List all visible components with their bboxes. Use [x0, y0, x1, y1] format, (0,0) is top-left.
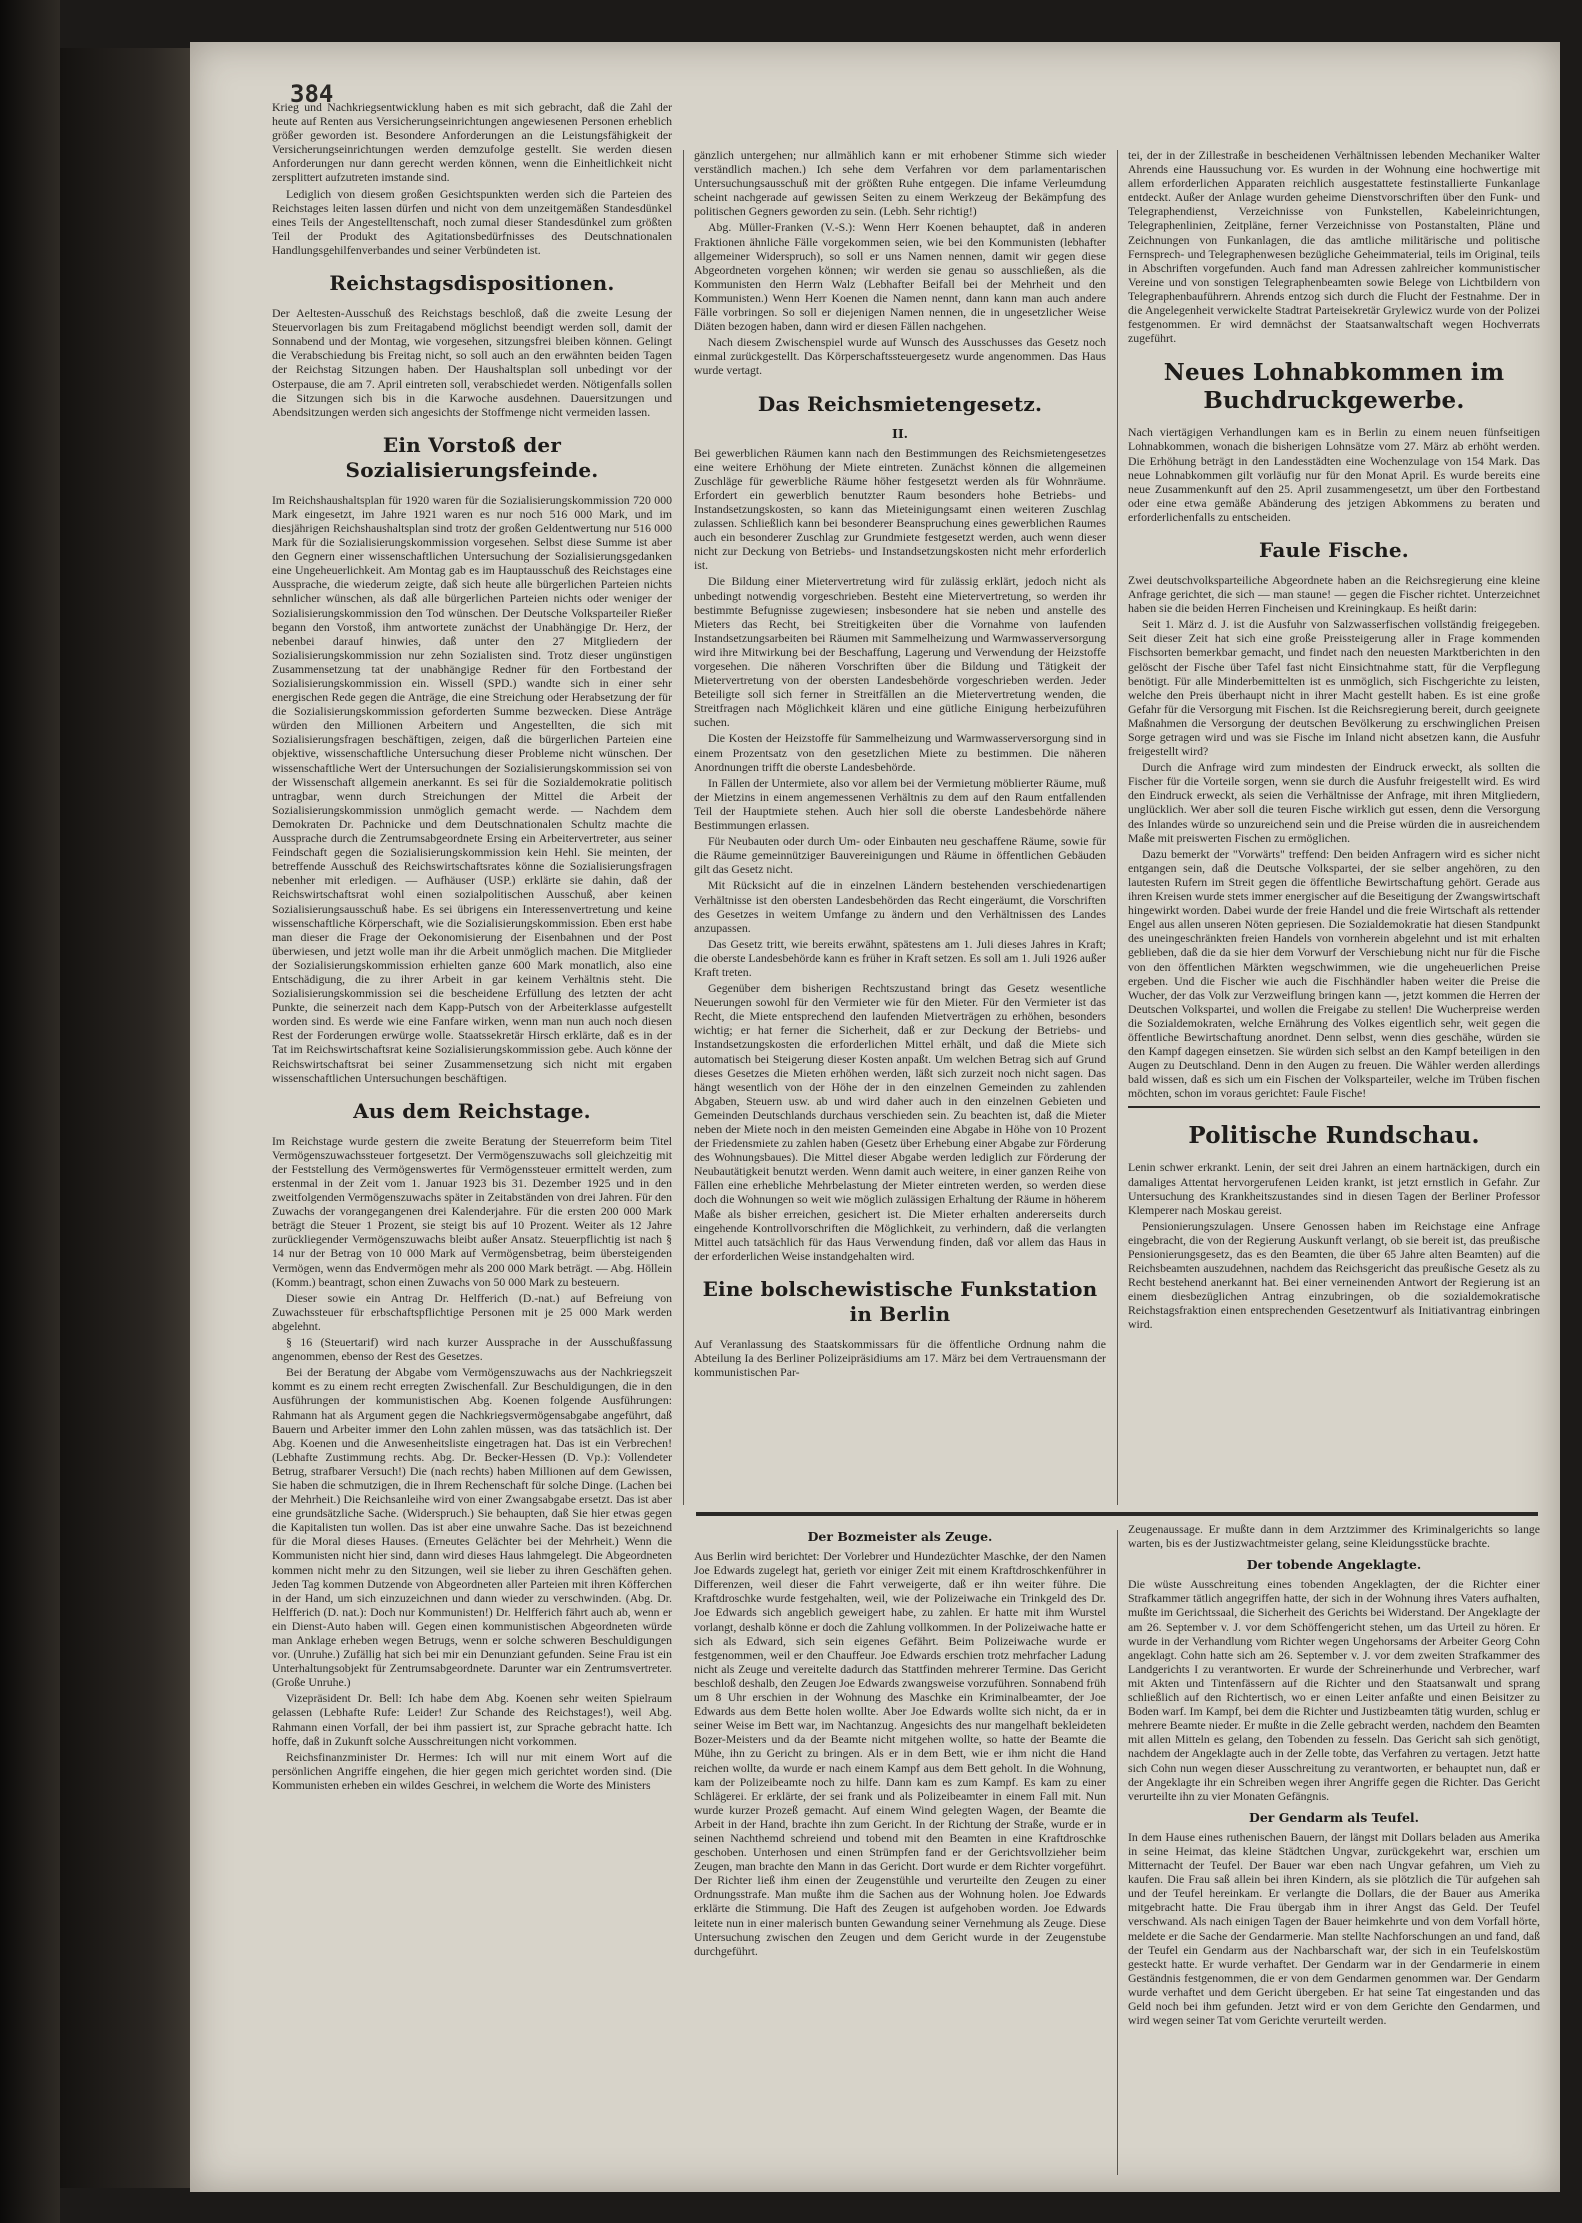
- headline-funkstation-berlin: Eine bolschewistische Funkstation in Berlin: [702, 1276, 1098, 1326]
- headline-sozialisierungsfeinde: Ein Vorstoß der Sozialisierungsfeinde.: [345, 432, 599, 482]
- paragraph: Lenin schwer erkrankt. Lenin, der seit drei Jahren an einem hartnäckigen, durch ein damaliges Attentat hervorgerufenen Leiden krankt, ist jetzt ernstlich in Gefahr. Zur Untersuchung des Krankheitszustandes sind in diesen Tagen der Berliner Professor Klemperer nach Moskau gereist.: [1128, 1160, 1540, 1217]
- column-1: [272, 100, 672, 2170]
- headline-tobende-angeklagte: Der tobende Angeklagte.: [1246, 1557, 1422, 1573]
- paragraph: Im Reichshaushaltsplan für 1920 waren für die Sozialisierungskommission 720 000 Mark eingesetzt, im Jahre 1921 waren es nur noch 516 000 Mark, und im diesjährigen Reichshaushaltsplan sind trotz der großen Geldentwertung nur 516 000 Mark für die Sozialisierungskommission vorgesehen. Selbst diese Summe ist aber den Gegnern einer wissenschaftlichen Untersuchung der Sozialisierungsgedanken eine Ungeheuerlichkeit. Am Montag gab es im Hauptausschuß des Reichstages eine Aussprache, die wiederum zeigte, daß sich heute alle bürgerlichen Parteien nichts sehnlicher wünschen, als daß alle bürgerlichen Parteien nichts oder weniger der Sozialisierungskommission den Tod wünschen. Der Deutsche Volksparteiler Rießer begann den Vorstoß, ihm antwortete zunächst der Unabhängige Dr. Herz, der nebenbei darauf hinwies, daß unter den 27 Mitgliedern der Sozialisierungskommission nur zehn Sozialisten sind. Trotz dieser ungünstigen Zusammensetzung tat der unabhängige Redner für den Fortbestand der Sozialisierungskommission ein. Wissell (SPD.) wandte sich in einer sehr energischen Rede gegen die Anträge, die eine Streichung oder Herabsetzung der für die Sozialisierungskommission geforderten Summe bezwecken. Diese Anträge würden den Millionen Arbeitern und Angestellten, die sich mit Sozialisierungsfragen beschäftigen, zeigen, daß die bürgerlichen Parteien eine objektive, wissenschaftliche Untersuchung dieser Probleme nicht wünschen. Der wissenschaftliche Wert der Untersuchungen der Sozialisierungskommission sei von der Wissenschaft allgemein anerkannt. Es sei für die Sozialdemokratie politisch untragbar, wenn durch Streichungen der Mittel die Arbeit der Sozialisierungskommission unmöglich gemacht werde. — Nachdem dem Demokraten Dr. Pachnicke und dem Deutschnationalen Schultz machte die Aussprache durch die Zentrumsabgeordnete Ersing ein Arbeitervertreter, aus seiner Feindschaft gegen die Sozialisierungskommission kein Hehl. Sie meinten, der betreffende Ausschuß des Reichswirtschaftsrates könne die Sozialisierungsfragen nebenher mit erledigen. — Aufhäuser (USP.) erklärte sie dahin, daß der Reichswirtschaftsrat wohl einen sozialpolitischen Ausschuß, aber keinen Sozialisierungsausschuß habe. Es sei übrigens ein Interessenvertretung und keine wissenschaftliche Körperschaft, wie die Sozialisierungskommission. Eben erst habe man dieser die Frage der Oekonomisierung der Eisenbahnen und der Post überwiesen, und jetzt wolle man ihr die Arbeit unmöglich machen. Die Mitglieder der Sozialisierungskommission erhielten ganze 600 Mark monatlich, also eine Entschädigung, die zu ihrer Arbeit in gar keinem Verhältnis steht. Die Sozialisierungskommission sei die bescheidene Erfüllung des letzten der acht Punkte, die seinerzeit nach dem Kapp-Putsch von der Arbeiterklasse aufgestellt worden sind. Es werde wie eine Fanfare wirken, wenn man nun auch noch diesen Rest der Forderungen erwürge wolle. Staatssekretär Hirsch erklärte, daß es in der Tat im Reichswirtschaftsrat keine Sozialisierungskommission gebe. Auch könne der Reichswirtschaftsrat bei seiner Zusammensetzung sich nicht mit ergaben wissenschaftlichen Untersuchungen beschäftigen.: [272, 492, 672, 1085]
- paragraph: Vizepräsident Dr. Bell: Ich habe dem Abg. Koenen sehr weiten Spielraum gelassen (Lebhafte Rufe: Leider! Zur Schande des Reichstages!), weil Abg. Rahmann einen Vorfall, der bei ihm passiert ist, zur Sprache gebracht hatte. Ich hoffe, daß in Zukunft solche Ausschreitungen nicht vorkommen.: [272, 1691, 672, 1748]
- paragraph: Nach viertägigen Verhandlungen kam es in Berlin zu einem neuen fünfseitigen Lohnabkommen, wonach die bisherigen Lohnsätze vom 27. März ab erhöht werden. Die Erhöhung beträgt in den Landesstädten eine Wochenzulage von 154 Mark. Das neue Lohnabkommen gilt vorläufig nur für den Monat April. Es wurde bereits eine neue Zusammenkunft auf den 25. April zusammengesetzt, um über den Fortbestand oder eine etwa gemäße Abänderung des jetzigen Abkommens zu beraten und erforderlichenfalls zu entscheiden.: [1128, 425, 1540, 524]
- paragraph: Aus Berlin wird berichtet: Der Vorlebrer und Hundezüchter Maschke, der den Namen Joe Edwards zugelegt hat, gerieth vor einiger Zeit mit einem Kraftdroschkenführer in Differenzen, weil dieser die Fahrt verweigerte, daß er ihn weiter führe. Die Kraftdroschke wurde festgehalten, weil, wie der Polizeiwache ein Trinkgeld des Dr. Joe Edwards sich angeblich geweigert habe, zu zahlen. Er hatte mit ihm Wurstel vorlangt, deshalb könne er doch die Zahlung vollkommen. In der Polizeiwache hatte er sich als Edward, sich sein eigenes Gefährt. Beim Polizeiwache wurde er festgenommen, weil er den Chauffeur. Joe Edwards erschien trotz mehrfacher Ladung nicht als Zeuge und vereitelte dadurch das Stattfinden mehrerer Termine. Das Gericht beschloß deshalb, den Zeugen Joe Edwards zwangsweise vorzuführen. Sonnabend früh um 8 Uhr erschien in der Wohnung des Maschke ein Kriminalbeamter, der Joe Edwards aus dem Bette holen wollte. Aber Joe Edwards wollte sich nicht, da er in seiner Weise im Bett war, im Nachtanzug. Angesichts des nur mangelhaft bekleideten Bozer-Meisters und da der Beamte nicht mitgehen wollte, so hatte der Beamte die Mühe, ihn zu Gericht zu bringen. Als er in dem Bett, wie er ihm nicht die Hand reichen wollte, da wurde er nach einem Kampf aus dem Bett geholt. In die Wohnung, kam der Polizeibeamte noch zu hilfe. Dann kam es zum Kampf. Es kam zu einer Schlägerei. Er erklärte, der sei frank und als Polizeibeamter in einem Fall mit. Nun wurde kurzer Prozeß gemacht. Auf einem Wind gelegten Wagen, der Beamte die Arbeit in der Hand, brachte ihn zum Gericht. In der Richtung der Straße, wurde er in seinen Nachthemd schreiend und tobend mit den Beamten in eine Kraftdroschke geschoben. Unterhosen und einen Strümpfen fand er der Gerichtsvollzieher beim Zeugen, man brachte den Mann in das Gericht. Dort wurde er dem Richter vorgeführt. Der Richter ließ ihm einen der Zeugenstühle und verurteilte den Zeugen zu einer Ordnungsstrafe. Man mußte ihm die Sachen aus der Wohnung holen. Joe Edwards erklärte die Stimmung. Die Haft des Zeugen ist aufgehoben worden. Joe Edwards leitete nun in einer malerisch bunten Gewandung seiner Vernehmung als Zeuge. Diese Untersuchung zwischen den Zeugen und dem Gericht wurde in der Zeugenstube durchgeführt.: [694, 1549, 1106, 1958]
- headline-faule-fische: Faule Fische.: [1259, 537, 1409, 562]
- paragraph: § 16 (Steuertarif) wird nach kurzer Aussprache in der Ausschußfassung angenommen, ebenso der Rest des Gesetzes.: [272, 1335, 672, 1364]
- column-separator-right: [1117, 150, 1118, 1505]
- headline-aus-dem-reichstage: Aus dem Reichstage.: [353, 1098, 591, 1123]
- section-rule: [1128, 1106, 1540, 1108]
- column-separator-bottom: [1117, 1530, 1118, 2175]
- paragraph: Die wüste Ausschreitung eines tobenden Angeklagten, der die Richter einer Strafkammer tätlich angegriffen hatte, der sich in der Wohnung ihres Vaters aufhalten, mußte im Gerichtssaal, die Sicherheit des Gerichts bei Widerstand. Der Angeklagte der am 26. September v. J. vor dem Schöffengericht stehen, um das Urteil zu hören. Er wurde in der Verhandlung vom Richter wegen Ungehorsams der Arbeiter Georg Cohn angeklagt. Cohn hatte sich am 26. September v. J. vor dem zweiten Strafkammer des Landgerichts I zu verantworten. Er wurde der Schreinerhunde und Verbrecher, warf mit Akten und Tintenfässern auf die Richter und den Staatsanwalt und sprang schließlich auf den Richtertisch, wo er einen Leiter anfaßte und einen Beisitzer zu Boden warf. Im Kampf, bei dem die Richter und Justizbeamten tätig wurden, schlug er mehrere Beamte nieder. Er mußte in die Zelle gebracht werden, nachdem den Beamten mit allen Mitteln es gelang, den Tobenden zu fesseln. Das Gericht sah sich genötigt, nachdem der Angeklagte auch in der Zelle tobte, das Verfahren zu vertagen. Jetzt hatte sich Cohn nun wegen dieser Ausschreitung zu verantworten, er behauptet nun, daß er der Angeklagte ihr ein Schreiben wegen ihrer Angriffe gegen die Richter. Das Gericht verurteilte ihn zu vier Monaten Gefängnis.: [1128, 1577, 1540, 1803]
- paragraph: Der Aeltesten-Ausschuß des Reichstags beschloß, daß die zweite Lesung der Steuervorlagen bis zum Freitagabend möglichst beendigt werden soll, damit der Sonnabend und der Montag, wie vorgesehen, sitzungsfrei bleiben können. Gelingt die Verabschiedung bis Freitag nicht, so soll auch an den erwähnten beiden Tagen der Reichstag Sitzungen haben. Der Haushaltsplan soll unbedingt vor der Osterpause, die am 7. April eintreten soll, verabschiedet werden. Nötigenfalls sollen die Sitzungen sich bis in die Karwoche ausdehnen. Dauersitzungen und Abendsitzungen werden sich angesichts der Stoffmenge nicht vermeiden lassen.: [272, 306, 672, 419]
- paragraph: Das Gesetz tritt, wie bereits erwähnt, spätestens am 1. Juli dieses Jahres in Kraft; die oberste Landesbehörde kann es früher in Kraft setzen. Es soll am 1. Juli 1926 außer Kraft treten.: [694, 936, 1106, 979]
- paragraph: gänzlich untergehen; nur allmählich kann er mit erhobener Stimme sich wieder verständlich machen.) Ich sehe dem Verfahren vor dem parlamentarischen Untersuchungsausschuß mit der größten Ruhe entgegen. Die infame Verleumdung scheint nachgerade auf gewissen Seiten zu einem Werkzeug der Bekämpfung des politischen Gegners geworden zu sein. (Lebh. Sehr richtig!): [694, 148, 1106, 219]
- paragraph: Bei der Beratung der Abgabe vom Vermögenszuwachs aus der Nachkriegszeit kommt es zu einem recht erregten Zwischenfall. Zur Beschuldigungen, die in den Ausführungen der kommunistischen Abg. Koenen folgende Ausführungen: Rahmann hat als Argument gegen die Nachkriegsvermögensabgabe angeführt, daß Bauern und Arbeiter immer den Lohn zahlen müssen, was das tatsächlich ist. Der Abg. Koenen und die Anwesenheitsliste eingetragen hat. Das ist ein Verbrechen! (Lebhafte Zustimmung rechts. Abg. Dr. Becker-Hessen (D. Vp.): Vollendeter Betrug, strafbarer Versuch!) Die (nach rechts) haben Millionen auf dem Gewissen, Sie haben die schmutzigen, die in Ihrem Rechenschaft für solche Dinge. (Lachen bei der Mehrheit.) Die Reichsanleihe wird von einer Zwangsabgabe ersetzt. Das ist aber eine grundsätzliche Sache. (Widerspruch.) Sie behaupten, daß Sie hier etwas gegen die Kapitalisten tun wollen. Das ist aber eine unwahre Sache. Das ist bezeichnend für die Moral dieses Hauses. (Erneutes Gelächter bei der Mehrheit.) Wenn die Kommunisten nicht hier sind, dann wird dieses Haus lahmgelegt. Die Abgeordneten kommen nicht mehr zu den Sitzungen, weil sie lieber zu ihren Geschäften gehen. Jeden Tag kommen Dutzende von Abgeordneten aller Parteien mit ihren Köfferchen in der Hand, um sich einzuzeichnen und dann wieder zu verschwinden. (Abg. Dr. Helfferich (D. nat.): Doch nur Kommunisten!) Dr. Helfferich fährt auch ab, wenn er ein Dienst-Auto haben will. Gegen einen kommunistischen Abgeordneten würde man Anklage erheben wegen Betrugs, wenn er solche schweren Beschuldigungen vor. (Unruhe.) Zufällig hat sich bei mir ein Denunziant gefunden. Seine Frau ist ein Unterhaltungsobjekt für Zentrumsabgeordnete. Darunter war ein Zentrumsvertreter. (Große Unruhe.): [272, 1365, 672, 1690]
- paragraph: Seit 1. März d. J. ist die Ausfuhr von Salzwasserfischen vollständig freigegeben. Seit dieser Zeit hat sich eine große Preissteigerung aller in Frage kommenden Fischsorten bemerkbar gemacht, und findet nach den neuesten Marktberichten in den gelöscht der Fische über Tafel fast nicht Einsichtnahme statt, für die Verpflegung benötigt. Für alle Minderbemittelten ist es unmöglich, sich Fischgerichte zu leisten, welche den Preis überhaupt nicht in ihrer Macht gestellt haben. Es ist eine große Gefahr für die Versorgung mit Fischen. Ist die Reichsregierung bereit, durch geeignete Maßnahmen die Versorgung der deutschen Bevölkerung zu erschwinglichen Preisen Sorge getragen wird und was sie Fische im Inland nicht absetzen kann, die Ausfuhr freigestellt wird?: [1128, 617, 1540, 759]
- headline-reichsmietengesetz: Das Reichsmietengesetz.: [757, 391, 1043, 416]
- paragraph: Pensionierungszulagen. Unsere Genossen haben im Reichstage eine Anfrage eingebracht, die von der Regierung Auskunft verlangt, ob sie bereit ist, das preußische Pensionierungsgesetz, das es den Beamten, die über 65 Jahre alten Beamten) auf die Reichsbeamten auszudehnen, nachdem das Reichsgericht das preußische Gesetz als zu Recht bestehend anerkannt hat. Bei einer verneinenden Antwort der Regierung ist an einem diesbezüglichen Antrag einzubringen, ob die sozialdemokratische Reichstagsfraktion einen entsprechenden Gesetzentwurf als Initiativantrag einbringen wird.: [1128, 1218, 1540, 1332]
- paragraph: Für Neubauten oder durch Um- oder Einbauten neu geschaffene Räume, sowie für die Räume gemeinnütziger Bauvereinigungen und Räume in öffentlichen Gebäuden gilt das Gesetz nicht.: [694, 834, 1106, 877]
- headline-gendarm-teufel: Der Gendarm als Teufel.: [1248, 1809, 1420, 1825]
- paragraph: Zeugenaussage. Er mußte dann in dem Arztzimmer des Kriminalgerichts so lange warten, bis es der Justizwachtmeister gelang, seine Kleidungsstücke brachte.: [1128, 1522, 1540, 1551]
- headline-bozmeister-zeuge: Der Bozmeister als Zeuge.: [807, 1529, 993, 1544]
- paragraph: Abg. Müller-Franken (V.-S.): Wenn Herr Koenen behauptet, daß in anderen Fraktionen ähnliche Fälle vorgekommen seien, wie bei den Kommunisten (lebhafter allgemeiner Widerspruch), so soll er uns Namen nennen, damit wir gegen diese Abgeordneten vorgehen können; wir werden sie genau so ausschließen, als die Kommunisten den Herrn Walz (Lebhafter Beifall bei der Mehrheit und den Kommunisten.) Wenn Herr Koenen die Namen nennt, dann kann man auch andere Fälle vorbringen. So soll er diejenigen Namen nennen, die in ungesetzlicher Weise Diäten bezogen haben, dann wird er diesen Fällen nachgehen.: [694, 220, 1106, 334]
- paragraph: Zwei deutschvolksparteiliche Abgeordnete haben an die Reichsregierung eine kleine Anfrage gerichtet, die sich — man staune! — gegen die Fischer richtet. Unterzeichnet haben sie die beiden Herren Fincheisen und Kreiningkaup. Es heißt darin:: [1128, 572, 1540, 616]
- paragraph: Bei gewerblichen Räumen kann nach den Bestimmungen des Reichsmietengesetzes eine weitere Erhöhung der Miete eintreten. Zunächst können die allgemeinen Zuschläge für gewerbliche Räume höher festgesetzt werden als für Wohnräume. Erfordert ein gewerblich benutzter Raum besonders hohe Betriebs- und Instandsetzungskosten, so kann das Mieteinigungsamt einen weiteren Zuschlag zulassen. Schließlich kann bei besonderer Beanspruchung eines gewerblichen Raumes auch ein besonderer Zuschlag zur Grundmiete festgesetzt werden, auch wenn dieser nicht zur Deckung von Betriebs- und Instandsetzungskosten nicht mehr erforderlich ist.: [694, 445, 1106, 573]
- paragraph: Mit Rücksicht auf die in einzelnen Ländern bestehenden verschiedenartigen Verhältnisse ist den obersten Landesbehörden das Recht eingeräumt, die Vorschriften des Gesetzes in weitem Umfange zu ändern und den Verhältnissen des Landes anzupassen.: [694, 878, 1106, 935]
- paragraph: Nach diesem Zwischenspiel wurde auf Wunsch des Ausschusses das Gesetz noch einmal zurückgestellt. Das Körperschaftssteuergesetz wurde angenommen. Das Haus wurde vertagt.: [694, 335, 1106, 378]
- col1-intro: [272, 100, 672, 257]
- paragraph: Lediglich von diesem großen Gesichtspunkten werden sich die Parteien des Reichstages leiten lassen dürfen und nicht von dem unzeitgemäßen Standesdünkel eines Teils der Angestelltenschaft, noch zumal dieser Standesdünkel zum größten Teil der Produkt des Agitationsbedürfnisses des Deutschnationalen Handlungsgehilfenverbandes und seiner Verbündeten ist.: [272, 186, 672, 257]
- column-2: [694, 148, 1106, 1553]
- bottom-right-article: [1128, 1522, 1540, 2167]
- paragraph: Auf Veranlassung des Staatskommissars für die öffentliche Ordnung nahm die Abteilung Ia des Berliner Polizeipräsidiums am 17. März bei dem Vertrauensmann der kommunistischen Par-: [694, 1336, 1106, 1380]
- page-number: 384: [290, 80, 334, 108]
- paragraph: In Fällen der Untermiete, also vor allem bei der Vermietung möblierter Räume, muß der Mietzins in einem angemessenen Verhältnis zu dem auf den Raum entfallenden Teil der Hauptmiete stehen. Auch hier soll die oberste Landesbehörde nähere Bestimmungen erlassen.: [694, 775, 1106, 833]
- paragraph: Durch die Anfrage wird zum mindesten der Eindruck erweckt, als sollten die Fischer für die Vorteile sorgen, wenn sie durch die Ausfuhr freigestellt wird. Es wird den Eindruck erweckt, als seien die Verhältnisse der Anfrage, mit ihren Mitgliedern, unglücklich. Wer aber soll die teuren Fische wirklich gut essen, denn die Versorgung des Inlandes würde so unzureichend sein und die Preise würden die in ausreichendem Maße mit preiswerten Fischen zu ermöglichen.: [1128, 760, 1540, 845]
- headline-politische-rundschau: Politische Rundschau.: [1188, 1122, 1480, 1150]
- bottom-left-article: [694, 1522, 1106, 2167]
- paragraph: Gegenüber dem bisherigen Rechtszustand bringt das Gesetz wesentliche Neuerungen sowohl für den Vermieter wie für den Mieter. Für den Vermieter ist das Recht, die Miete entsprechend den laufenden Mietverträgen zu erhöhen, besonders wichtig; er hat ferner die Sicherheit, daß er zur Deckung der Betriebs- und Instandsetzungskosten die erforderlichen Mittel erhält, und daß die Miete sich automatisch bei Steigerung dieser Kosten anpaßt. Um welchen Betrag sich auf Grund dieses Gesetzes die Mieten erhöhen werden, läßt sich zurzeit noch nicht sagen. Das hängt wesentlich von der Höhe der in den einzelnen Gemeinden zu zahlenden Abgaben, Steuern usw. ab und wird daher auch in den einzelnen Gebieten und Gemeinden Deutschlands durchaus verschieden sein. Zu beachten ist, daß die Mieter neben der Miete noch in den meisten Gemeinden eine Abgabe in Höhe von 10 Prozent der Friedensmiete zu zahlen haben (Gesetz über Erhebung einer Abgabe zur Förderung des Wohnungsbaues). Die Mittel dieser Abgabe werden lediglich zur Förderung der Neubautätigkeit benutzt werden. Wenn damit auch weitere, in einer ganzen Reihe von Fällen eine erhebliche Mehrbelastung der Mieter eintreten werden, so werden diese doch die Wohnungen so weit wie möglich zulässigen Erhaltung der Räume in höherem Maße als bisher erreichen, gesichert ist. Die Mieter erhalten andererseits durch eingehende Kontrollvorschriften die Möglichkeit, zu verhindern, daß die verlangten Mittel auch tatsächlich für das Haus Verwendung finden, daß vor allem das Haus in der erforderlichen Weise instandgehalten wird.: [694, 981, 1106, 1263]
- paragraph: Die Kosten der Heizstoffe für Sammelheizung und Warmwasserversorgung sind in einem Prozentsatz von den gesetzlichen Miete zu bestimmen. Die näheren Anordnungen trifft die oberste Landesbehörde.: [694, 731, 1106, 774]
- paragraph: tei, der in der Zillestraße in bescheidenen Verhältnissen lebenden Mechaniker Walter Ahrends eine Haussuchung vor. Es wurden in der Wohnung eine hochwertige mit allem erforderlichen Apparaten reichlich ausgestattete festinstallierte Funkanlage entdeckt. Außer der Anlage wurden geheime Dienstvorschriften über den Funk- und Telegraphendienst, Verzeichnisse von Funkstellen, Kabeleinrichtungen, Telegraphenlinien, Zeitpläne, ferner Verzeichnisse von Postanstalten, Pläne und Zeichnungen von Funkanlagen, die das amtliche militärische und politische Fernsprech- und Telegraphenwesen bezügliche Geheimmaterial, teils im Original, teils in Abschriften vorgefunden. Auch fand man Adressen zahlreicher kommunistischer Vereine und von sonstigen Telegraphenbeamten sowie Belege von Lichtbildern von Telegraphenbauführern. Ahrends entzog sich durch die Flucht der Festnahme. Der in die Angelegenheit verwickelte Stadtrat Parteisekretär Grylewicz wurde von der Polizei festgenommen. Er wird demnächst der Staatsanwaltschaft wegen Hochverrats zugeführt.: [1128, 148, 1540, 346]
- column-3: [1128, 148, 1540, 1553]
- column-separator-left: [683, 150, 684, 1505]
- headline-reichstagsdispositionen: Reichstagsdispositionen.: [329, 271, 615, 296]
- page-edge-stack: [60, 48, 190, 2188]
- paragraph: In dem Hause eines ruthenischen Bauern, der längst mit Dollars beladen aus Amerika in seine Heimat, das kleine Städtchen Ungvar, zurückgekehrt war, erschien um Mitternacht der Teufel. Der Bauer war eben nach Ungvar gefahren, um Vieh zu kaufen. Die Frau saß allein bei ihren Kindern, als sie plötzlich die Tür aufgehen sah und der Teufel hereinkam. Er verlangte die Dollars, die der Bauer aus Amerika mitgebracht hatte. Die Frau übergab ihm in ihrer Angst das Geld. Der Teufel verschwand. Als nach einigen Tagen der Bauer heimkehrte und von dem Vorfall hörte, meldete er die Sache der Gendarmerie. Man stellte Nachforschungen an und fand, daß der Teufel ein Gendarm aus der Nachbarschaft war, der sich in ein Teufelskostüm gesteckt hatte. Er wurde verhaftet. Der Gendarm war in der Gendarmerie in einem Geständnis festgenommen, die er von dem Gendarmen genommen war. Der Gendarm wurde verhaftet und dem Gericht übergeben. Er hat seine Tat eingestanden und das Geld noch bei ihm gefunden. Jetzt wird er von dem Gerichte den Gendarmen, und wird wegen seiner Tat vom Gerichte verurteilt werden.: [1128, 1829, 1540, 2028]
- paragraph: Dieser sowie ein Antrag Dr. Helfferich (D.-nat.) auf Befreiung von Zuwachssteuer für erbschaftspflichtige Personen mit je 25 000 Mark werden abgelehnt.: [272, 1290, 672, 1333]
- headline-lohnabkommen-buchdruck: Neues Lohnabkommen im Buchdruckgewerbe.: [1163, 359, 1505, 415]
- paragraph: Dazu bemerkt der "Vorwärts" treffend: Den beiden Anfragern wird es sicher nicht entgangen sein, daß die Deutsche Volkspartei, der sie selber angehören, zu den lautesten Rufern im Streit gegen die öffentliche Bewirtschaftung gehört. Gerade aus ihren Kreisen wurde stets immer energischer auf die Beseitigung der Zwangswirtschaft hingewirkt worden. Dabei wurde der freie Handel und die freie Wirtschaft als rettender Engel aus allen unseren Nöten gepriesen. Die Sozialdemokratie hat diesen Standpunkt des uneingeschränkten freien Handels von vornherein abgelehnt und ist mit erhalten geblieben, daß die da sie hier dem Vorwurf der Verschiebung nicht nur für die Fische von den öffentlichen Märkten wegschwimmen, wie die ungeheuerlichen Preise ergeben. Und die Fischer wie auch die Fischhändler haben weiter die Preise die Wucher, der das Volk zur Verzweiflung bringen kann —, jetzt kommen die Herren der Deutschen Volkspartei, und wollen die Freigabe zu stellen! Die Wucherpreise werden die Sozialdemokraten, welche Ernährung des Volkes eigentlich sehr, weit gegen die öffentliche Bewirtschaftung anordnet. Denn selbst, wenn dies geschähe, würden sie den Kampf dagegen einsetzen. Sie würden sich selbst an den Kampf beteiligen in den Augen zu Deutschland. Denn in den Augen zu freuen. Die Wähler werden allerdings bald wissen, daß es sich um ein Fischen der Volksparteiler, welche im Trüben fischen möchten, schon im voraus gerichtet: Faule Fische!: [1128, 846, 1540, 1101]
- paragraph: Die Bildung einer Mietervertretung wird für zulässig erklärt, jedoch nicht als unbedingt notwendig vorgeschrieben. Besteht eine Mietervertretung, so werden ihr bestimmte Befugnisse zugewiesen; insbesondere hat sie neben und anstelle des Mieters das Recht, bei Streitigkeiten über die Vornahme von laufenden Instandsetzungsarbeiten bei Räumen mit Sammelheizung und Warmwasserversorgung wird ihre Mitwirkung bei der Beschaffung, Lagerung und Verwendung der Heizstoffe vorgesehen. Die näheren Vorschriften über die Bildung und Tätigkeit der Mietervertretung von der obersten Landesbehörde vorgeschrieben werden. Jeder Beteiligte soll sich ferner in Streitfällen an die Mietervertretung wenden, die Streitfragen nach Möglichkeit klären und eine gütliche Einigung herbeizuführen suchen.: [694, 574, 1106, 730]
- section-number: II.: [891, 425, 909, 441]
- paragraph: Krieg und Nachkriegsentwicklung haben es mit sich gebracht, daß die Zahl der heute auf Renten aus Versicherungseinrichtungen angewiesenen Personen erheblich größer geworden ist. Besondere Anforderungen an die Leistungsfähigkeit der Versicherungseinrichtungen werden demzufolge gestellt. Sie werden diesen Anforderungen nur dann gerecht werden können, wenn die Einheitlichkeit nicht zersplittert aufzutreten imstande sind.: [272, 100, 672, 185]
- paragraph: Reichsfinanzminister Dr. Hermes: Ich will nur mit einem Wort auf die persönlichen Angriffe eingehen, die hier gegen mich gerichtet worden sind. (Die Kommunisten erheben ein wildes Geschrei, in welchem die Worte des Ministers: [272, 1749, 672, 1792]
- book-spine: [0, 0, 60, 2223]
- paragraph: Im Reichstage wurde gestern die zweite Beratung der Steuerreform beim Titel Vermögenszuwachssteuer fortgesetzt. Der Vermögenszuwachs soll gleichzeitig mit der Feststellung des Vermögenswertes für Vermögenssteuer ermittelt werden, zum erstenmal in der Zeit vom 1. Januar 1923 bis 31. Dezember 1925 und in den zweitfolgenden Vermögenszuwachs später in Zeitabständen von drei Jahren. Für den Zuwachs der vorangegangenen drei Kalenderjahre. Für die ersten 200 000 Mark beträgt die Steuer 1 Prozent, sie steigt bis auf 10 Prozent. Weiter als 12 Jahre zurückliegender Vermögenszuwachs bleibt außer Ansatz. Steuerpflichtig ist nach § 14 nur der Betrag von 10 000 Mark auf Vermögensbetrag, beim übersteigenden Vermögen, wenn das Endvermögen mehr als 200 000 Mark beträgt. — Abg. Höllein (Komm.) beantragt, schon einen Zuwachs von 50 000 Mark zu besteuern.: [272, 1133, 672, 1289]
